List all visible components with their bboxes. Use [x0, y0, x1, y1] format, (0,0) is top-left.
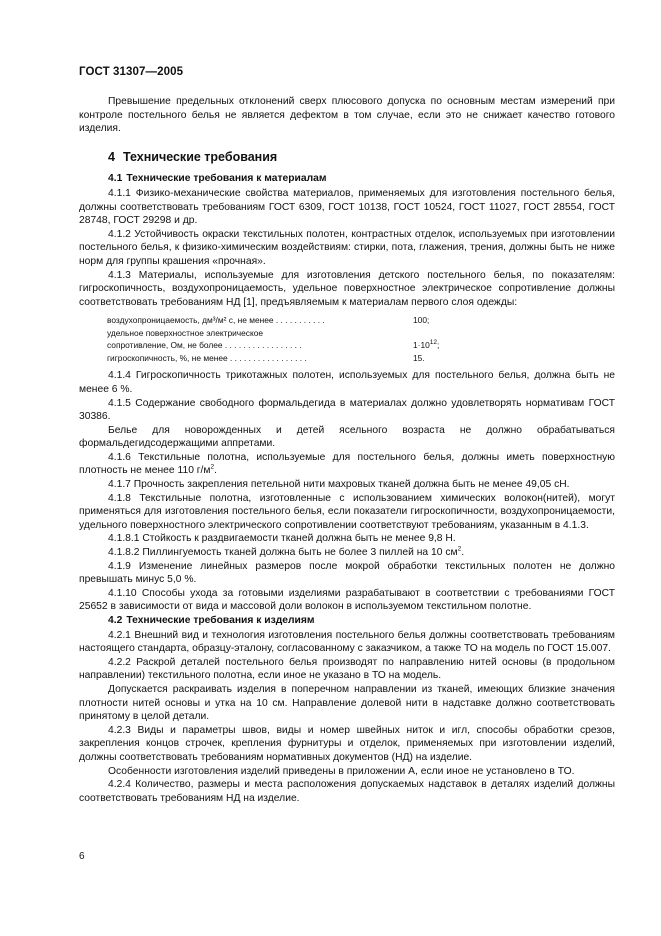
list-item-value: $1\cdot 10^{12}$;	[413, 339, 440, 351]
subsection-title: Технические требования к изделиям	[126, 615, 315, 626]
paragraph-4-1-10: 4.1.10 Способы ухода за готовыми изделиями разрабатывают в соответствии с требованиями ГОСТ 25652 в зависимости от вида и массовой доли волокон в используемом текстильном полотне.	[79, 587, 615, 613]
paragraph-4-1-5-note: Белье для новорожденных и детей ясельного возраста не должно обрабатываться формальдегидсодержащими аппретами.	[79, 424, 615, 450]
intro-paragraph: Превышение предельных отклонений сверх плюсового допуска по основным местам измерений при контроле постельного белья не является дефектом в том случае, если это не снижает качество готового изделия.	[79, 96, 615, 135]
paragraph-4-1-8: 4.1.8 Текстильные полотна, изготовленные с использованием химических волокон(нитей), могут применяться для изготовления постельного белья, если показатели гигроскопичности, воздухопроницаемости, удельного поверхностного электрического сопротивлении соответствуют требованиям, указанным в 4.1.3.	[79, 492, 615, 531]
requirements-list	[107, 314, 615, 364]
list-item	[107, 352, 615, 365]
paragraph-4-1-5: 4.1.5 Содержание свободного формальдегида в материалах должно удовлетворять нормативам ГОСТ 30386.	[79, 397, 615, 423]
paragraph-4-2-3: 4.2.3 Виды и параметры швов, виды и номер швейных ниток и игл, способы обработки срезов, закрепления концов строчек, крепления фурнитуры и отделок, применяемых при изготовлении изделий, должны соответствовать требованиям нормативных документов (НД) на изделие.	[79, 724, 615, 763]
subsection-heading	[79, 614, 615, 628]
document-header: ГОСТ 31307—2005	[79, 66, 184, 78]
paragraph-4-2-2-note: Допускается раскраивать изделия в поперечном направлении из тканей, имеющих близкие значения плотности нитей основы и утка на 10 см. Направление долевой нити в надставке должно соответствовать принятому в целой детали.	[79, 683, 615, 723]
paragraph-4-1-4: 4.1.4 Гигроскопичность трикотажных полотен, используемых для постельного белья, должна быть не менее 6 %.	[79, 370, 615, 395]
subsection-heading	[79, 172, 615, 186]
paragraph-4-1-8-2: 4.1.8.2 Пиллингуемость тканей должна быть не более 3 пиллей на 10 $см^2$.	[108, 545, 465, 559]
paragraph-4-2-4: 4.2.4 Количество, размеры и места расположения допускаемых надставок в деталях изделий должны соответствовать требованиям НД на изделие.	[79, 779, 615, 804]
section-title: Технические требования	[122, 149, 278, 164]
list-item-label: сопротивление, Ом, не более . . . . . . . . . . . . . . . . .	[107, 340, 302, 351]
paragraph-4-1-9: 4.1.9 Изменение линейных размеров после мокрой обработки текстильных полотен не должно превышать минус 5,0 %.	[79, 560, 615, 586]
subsection-number: 4.1	[108, 173, 123, 185]
list-item	[107, 339, 615, 352]
paragraph-4-2-1: 4.2.1 Внешний вид и технология изготовления постельного белья должны соответствовать требованиям настоящего стандарта, образцу-эталону, согласованному с заказчиком, а также ТО на модель по ГОСТ 15.007.	[79, 629, 615, 655]
list-item-label: гигроскопичность, %, не менее . . . . . . . . . . . . . . . . .	[107, 352, 307, 363]
section-number: 4	[108, 149, 115, 164]
paragraph-4-1-8-1: 4.1.8.1 Стойкость к раздвигаемости тканей должна быть не менее 9,8 Н.	[108, 533, 456, 545]
list-item-value: 15.	[413, 352, 425, 363]
document-body	[79, 95, 615, 805]
paragraph-4-1-6: 4.1.6 Текстильные полотна, используемые для постельного белья, должны иметь поверхностную плотность не менее 110 $г/м^2$.	[79, 451, 615, 477]
paragraph-4-1-2: 4.1.2 Устойчивость окраски текстильных полотен, контрастных отделок, используемых при изготовлении постельного белья, к физико-химическим воздействиям: стирки, пота, глажения, трения, должны быть не ниже норм для группы крашения «прочная».	[79, 228, 615, 267]
list-item-label: воздухопроницаемость, дм³/м² с, не менее . . . . . . . . . . .	[107, 315, 325, 326]
list-item	[107, 314, 615, 327]
list-item-value: 100;	[413, 315, 430, 326]
list-item	[107, 327, 615, 340]
subsection-number: 4.2	[108, 615, 123, 626]
paragraph-4-1-1: 4.1.1 Физико-механические свойства материалов, применяемых для изготовления постельного белья, должны соответствовать требованиям ГОСТ 6309, ГОСТ 10138, ГОСТ 10524, ГОСТ 11027, ГОСТ 28554, ГОСТ 28748, ГОСТ 29298 и др.	[79, 187, 615, 227]
paragraph-4-1-7: 4.1.7 Прочность закрепления петельной нити махровых тканей должна быть не менее 49,05 сН.	[108, 479, 570, 491]
paragraph-4-2-2: 4.2.2 Раскрой деталей постельного белья производят по направлению нитей основы (в продольном направлении) текстильного полотна, если иное не указано в ТО на модель.	[79, 656, 615, 682]
paragraph-4-1-3: 4.1.3 Материалы, используемые для изготовления детского постельного белья, по показателям: гигроскопичность, воздухопроницаемость, удельное поверхностное электрическое сопротивление должны соответствовать требованиям НД [1], предъявляемым к материалам первого слоя одежды:	[79, 269, 615, 308]
page-number: 6	[79, 851, 85, 862]
list-item-label: удельное поверхностное электрическое	[107, 327, 264, 338]
paragraph-4-2-3-note: Особенности изготовления изделий приведены в приложении А, если иное не установлено в ТО.	[108, 765, 575, 777]
section-heading	[108, 151, 615, 165]
subsection-title: Технические требования к материалам	[126, 173, 327, 185]
